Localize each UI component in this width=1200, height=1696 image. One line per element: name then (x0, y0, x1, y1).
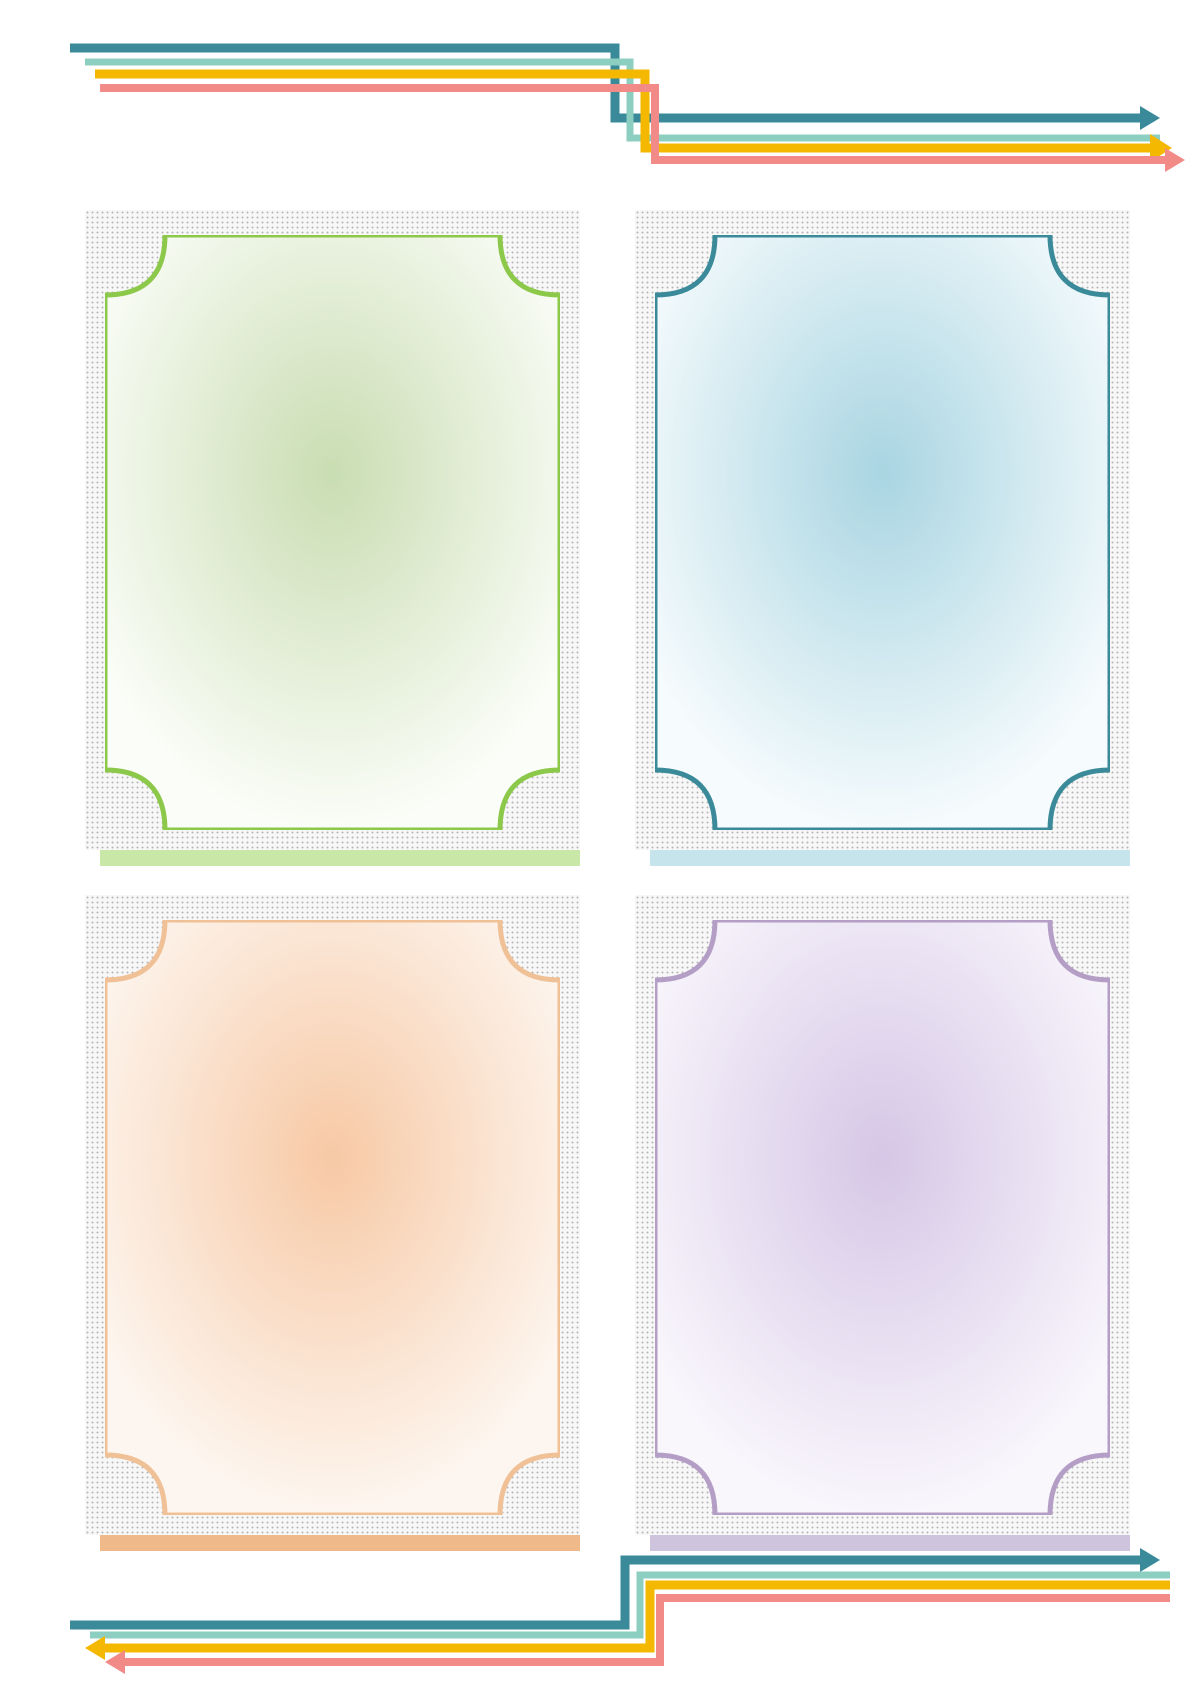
card-frame (105, 235, 560, 830)
exercise-card-4 (635, 895, 1135, 1535)
exercise-card-1 (85, 210, 585, 850)
exercise-3-content (170, 975, 470, 995)
exercise-card-2 (635, 210, 1135, 850)
exercise-4-content (720, 975, 1020, 995)
exercise-card-3 (85, 895, 585, 1535)
exercise-2-content (720, 290, 1020, 310)
card-frame (655, 920, 1110, 1515)
card-frame (655, 235, 1110, 830)
card-frame (105, 920, 560, 1515)
exercise-1-content (170, 290, 470, 310)
